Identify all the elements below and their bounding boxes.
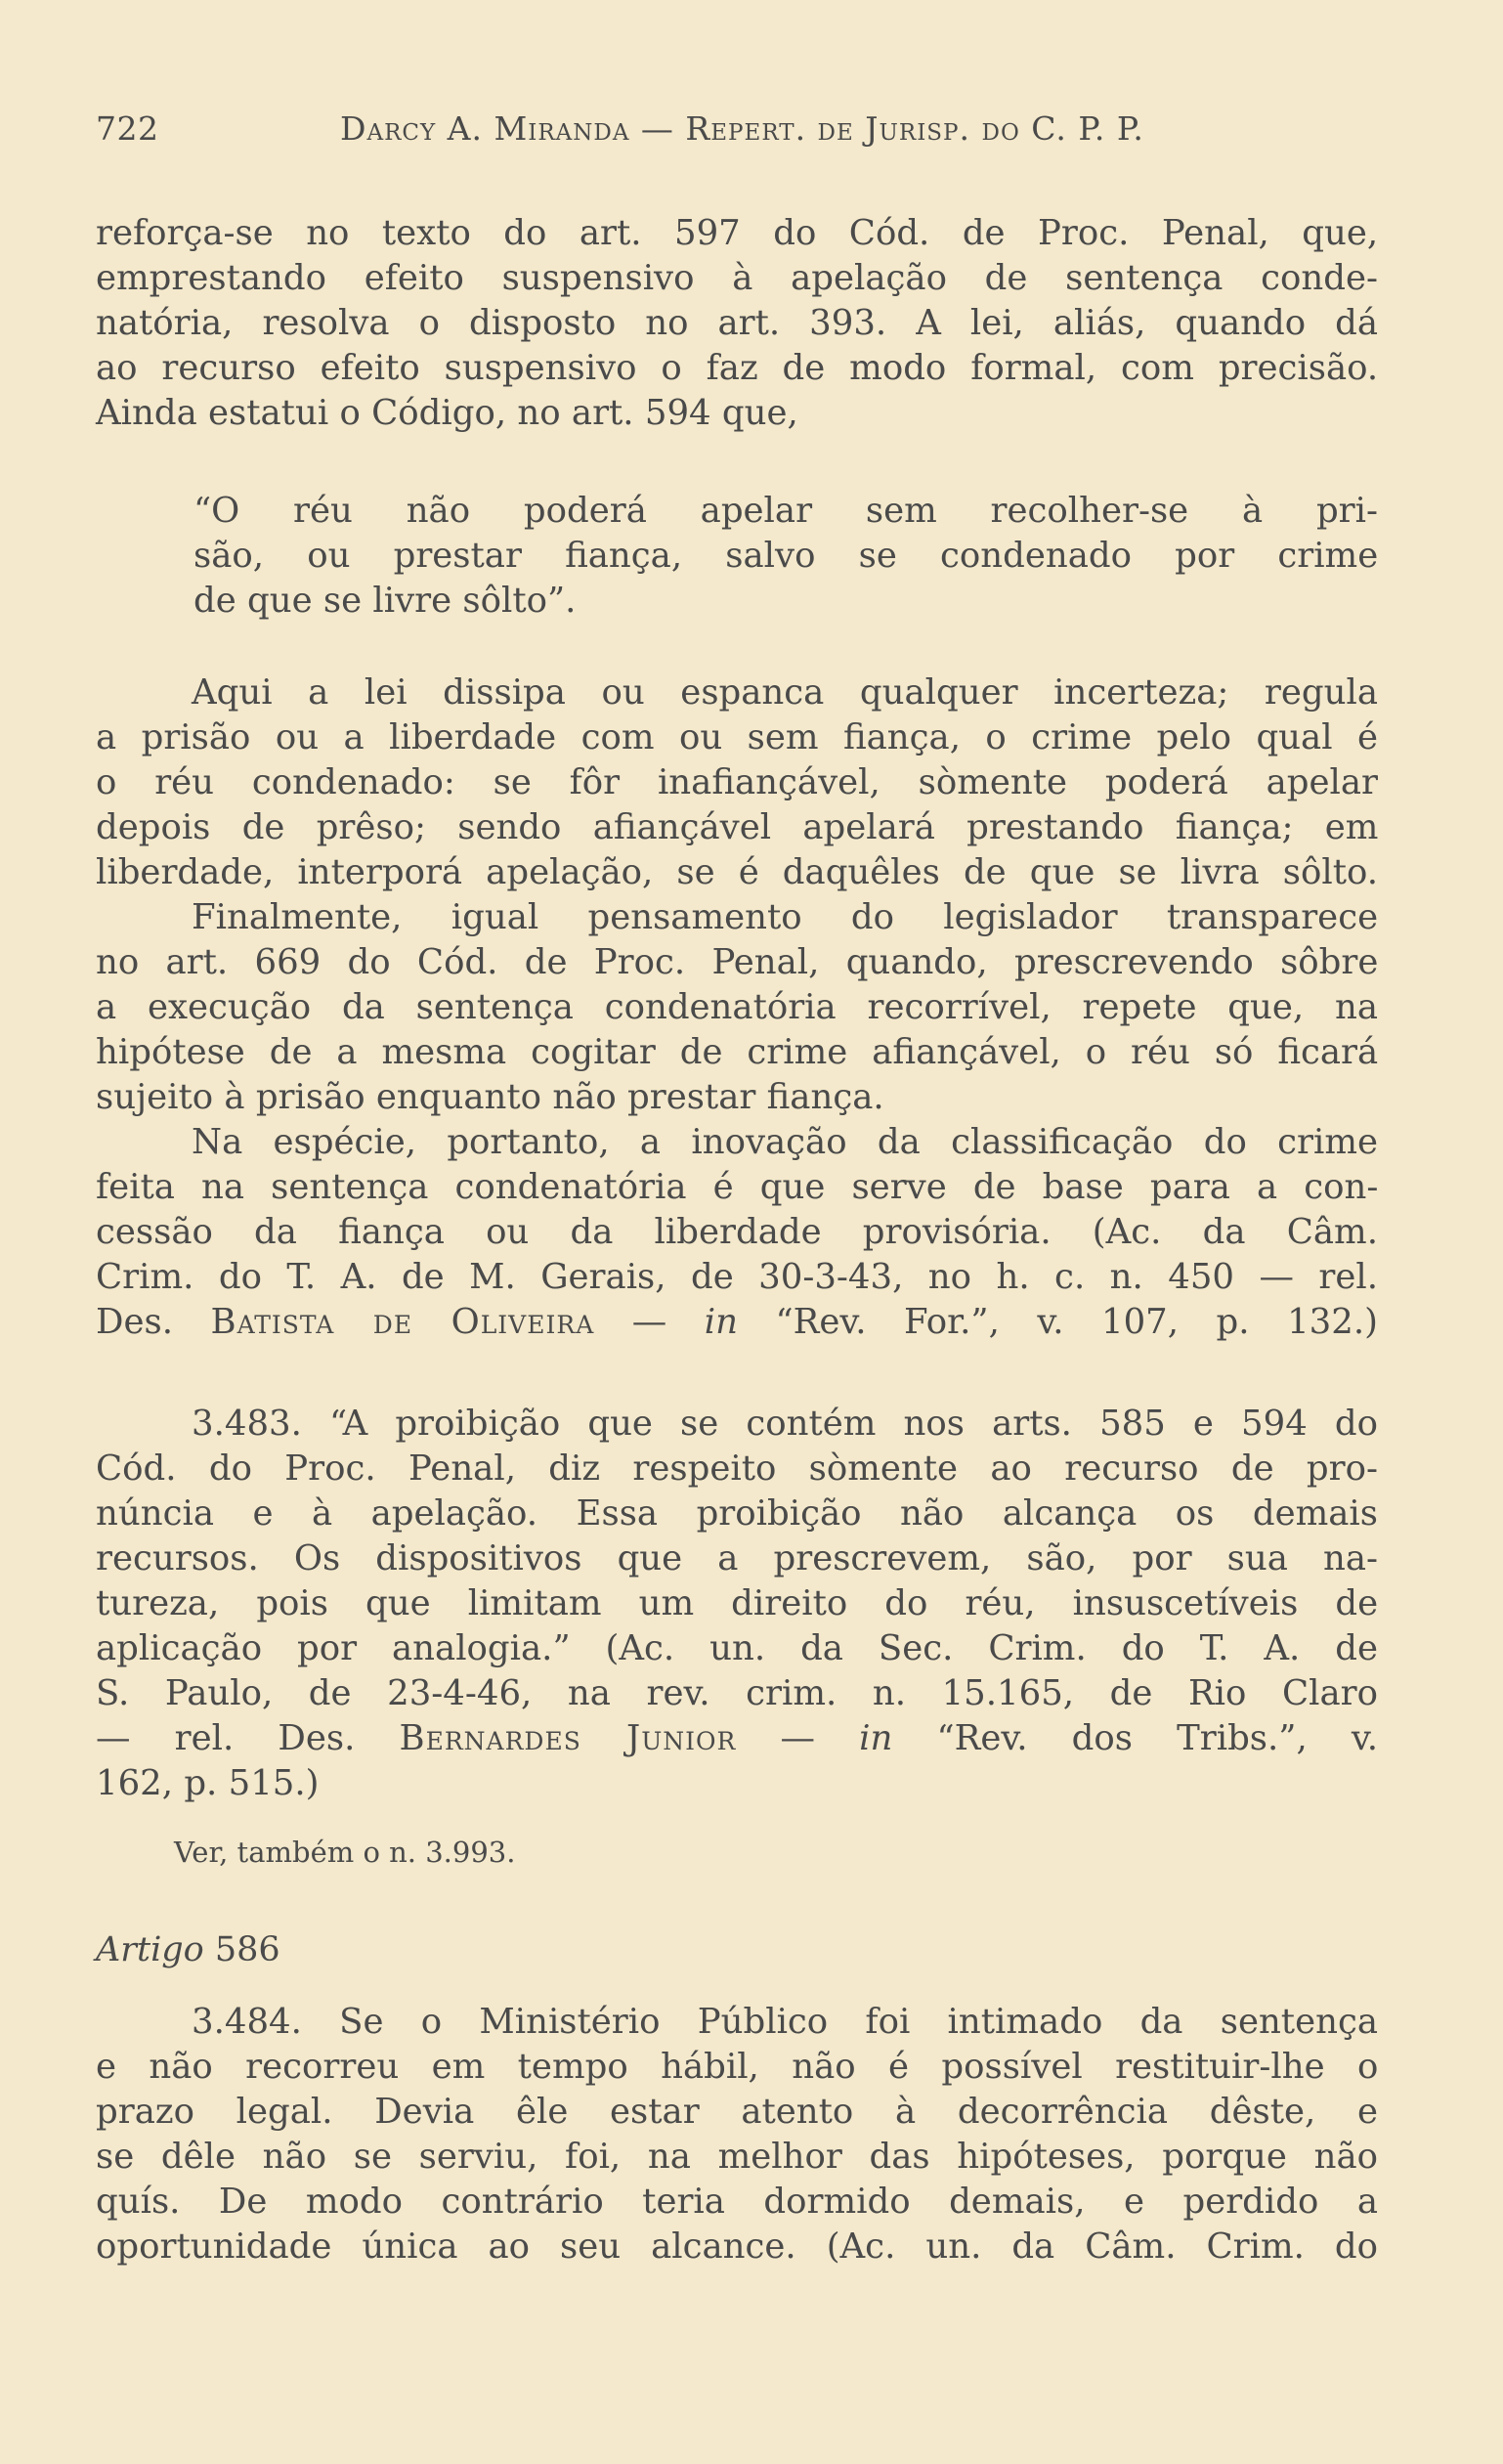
paragraph-especie — [96, 1120, 1378, 1345]
entry-3483 — [96, 1402, 1378, 1806]
citation-source: “Rev. For.”, v. 107, p. 132.) — [737, 1302, 1378, 1342]
text-line: liberdade, interporá apelação, se é daquêles de que se livra sôlto. — [96, 852, 1378, 892]
text-line: ao recurso efeito suspensivo o faz de modo formal, com precisão. — [96, 348, 1379, 388]
judge-name: Bernardes Junior — [399, 1718, 737, 1758]
text-line: 3.484. Se o Ministério Público foi intimado da sentença — [192, 2002, 1378, 2042]
text-line: quís. De modo contrário teria dormido demais, e perdido a — [96, 2182, 1378, 2222]
judge-name: Batista de Oliveira — [210, 1302, 595, 1342]
section-heading-number: 586 — [214, 1930, 280, 1969]
running-header — [96, 109, 1378, 158]
section-heading-artigo — [96, 1927, 1378, 1972]
quote-line: de que se livre sôlto”. — [193, 581, 577, 621]
text-line: 162, p. 515.) — [96, 1763, 320, 1803]
in-word: in — [859, 1718, 893, 1758]
text-line: depois de prêso; sendo afiançável apelará prestando fiança; em — [96, 807, 1379, 847]
text-line: Na espécie, portanto, a inovação da classificação do crime — [192, 1122, 1378, 1162]
quotation-art-594 — [193, 489, 1378, 624]
citation-prefix: — rel. Des. — [96, 1718, 400, 1758]
text-line: 3.483. “A proibição que se contém nos arts. 585 e 594 do — [192, 1404, 1378, 1444]
text-line: sujeito à prisão enquanto não prestar fiança. — [96, 1077, 884, 1117]
running-title: Darcy A. Miranda — Repert. de Jurisp. do C. P. P. — [340, 109, 1144, 148]
paragraph-intro — [96, 211, 1378, 436]
citation-prefix: Des. — [96, 1302, 211, 1342]
text-line: a execução da sentença condenatória recorrível, repete que, na — [96, 987, 1378, 1027]
text-line: hipótese de a mesma cogitar de crime afiançável, o réu só ficará — [96, 1032, 1379, 1072]
paragraph-aqui — [96, 670, 1378, 895]
text-line: feita na sentença condenatória é que serve de base para a con- — [96, 1167, 1379, 1207]
text-line: recursos. Os dispositivos que a prescrevem, são, por sua na- — [96, 1538, 1378, 1578]
in-word: in — [704, 1302, 738, 1342]
text-line: no art. 669 do Cód. de Proc. Penal, quando, prescrevendo sôbre — [96, 942, 1379, 982]
text-line: tureza, pois que limitam um direito do réu, insuscetíveis de — [96, 1583, 1379, 1623]
text-line: Finalmente, igual pensamento do legislador transparece — [192, 897, 1379, 937]
citation-separator: — — [594, 1302, 705, 1342]
text-line: Ainda estatui o Código, no art. 594 que, — [96, 393, 798, 433]
text-line: se dêle não se serviu, foi, na melhor das hipóteses, porque não — [96, 2137, 1378, 2177]
text-line: o réu condenado: se fôr inafiançável, sòmente poderá apelar — [96, 762, 1378, 802]
text-line: natória, resolva o disposto no art. 393. A lei, aliás, quando dá — [96, 303, 1378, 343]
text-line: Crim. do T. A. de M. Gerais, de 30-3-43, no h. c. n. 450 — rel. — [96, 1257, 1378, 1297]
citation-source: “Rev. dos Tribs.”, v. — [892, 1718, 1378, 1758]
quote-line: “O réu não poderá apelar sem recolher-se à pri- — [193, 491, 1378, 531]
entry-3484 — [96, 2000, 1378, 2269]
text-line: núncia e à apelação. Essa proibição não alcança os demais — [96, 1493, 1378, 1534]
quote-line: são, ou prestar fiança, salvo se condenado por crime — [193, 536, 1379, 576]
text-line: prazo legal. Devia êle estar atento à decorrência dêste, e — [96, 2092, 1378, 2132]
section-heading-word: Artigo — [96, 1930, 204, 1969]
text-line: oportunidade única ao seu alcance. (Ac. un. da Câm. Crim. do — [96, 2226, 1378, 2267]
citation-line — [96, 1300, 1378, 1345]
see-also-text: Ver, também o n. 3.993. — [174, 1836, 516, 1869]
text-line: emprestando efeito suspensivo à apelação de sentença conde- — [96, 258, 1378, 298]
citation-line — [96, 1716, 1378, 1761]
citation-separator: — — [736, 1718, 860, 1758]
text-line: a prisão ou a liberdade com ou sem fiança, o crime pelo qual é — [96, 717, 1379, 757]
text-line: aplicação por analogia.” (Ac. un. da Sec. Crim. do T. A. de — [96, 1628, 1378, 1668]
text-line: e não recorreu em tempo hábil, não é possível restituir-lhe o — [96, 2047, 1379, 2087]
page-number: 722 — [96, 109, 159, 148]
text-line: Aqui a lei dissipa ou espanca qualquer incerteza; regula — [192, 672, 1378, 713]
text-line: Cód. do Proc. Penal, diz respeito sòmente ao recurso de pro- — [96, 1448, 1378, 1489]
text-line: reforça-se no texto do art. 597 do Cód. de Proc. Penal, que, — [96, 213, 1379, 253]
see-also-note — [174, 1830, 1456, 1875]
paragraph-finalmente — [96, 895, 1378, 1120]
text-line: cessão da fiança ou da liberdade provisória. (Ac. da Câm. — [96, 1212, 1378, 1252]
text-line: S. Paulo, de 23-4-46, na rev. crim. n. 15.165, de Rio Claro — [96, 1673, 1378, 1713]
